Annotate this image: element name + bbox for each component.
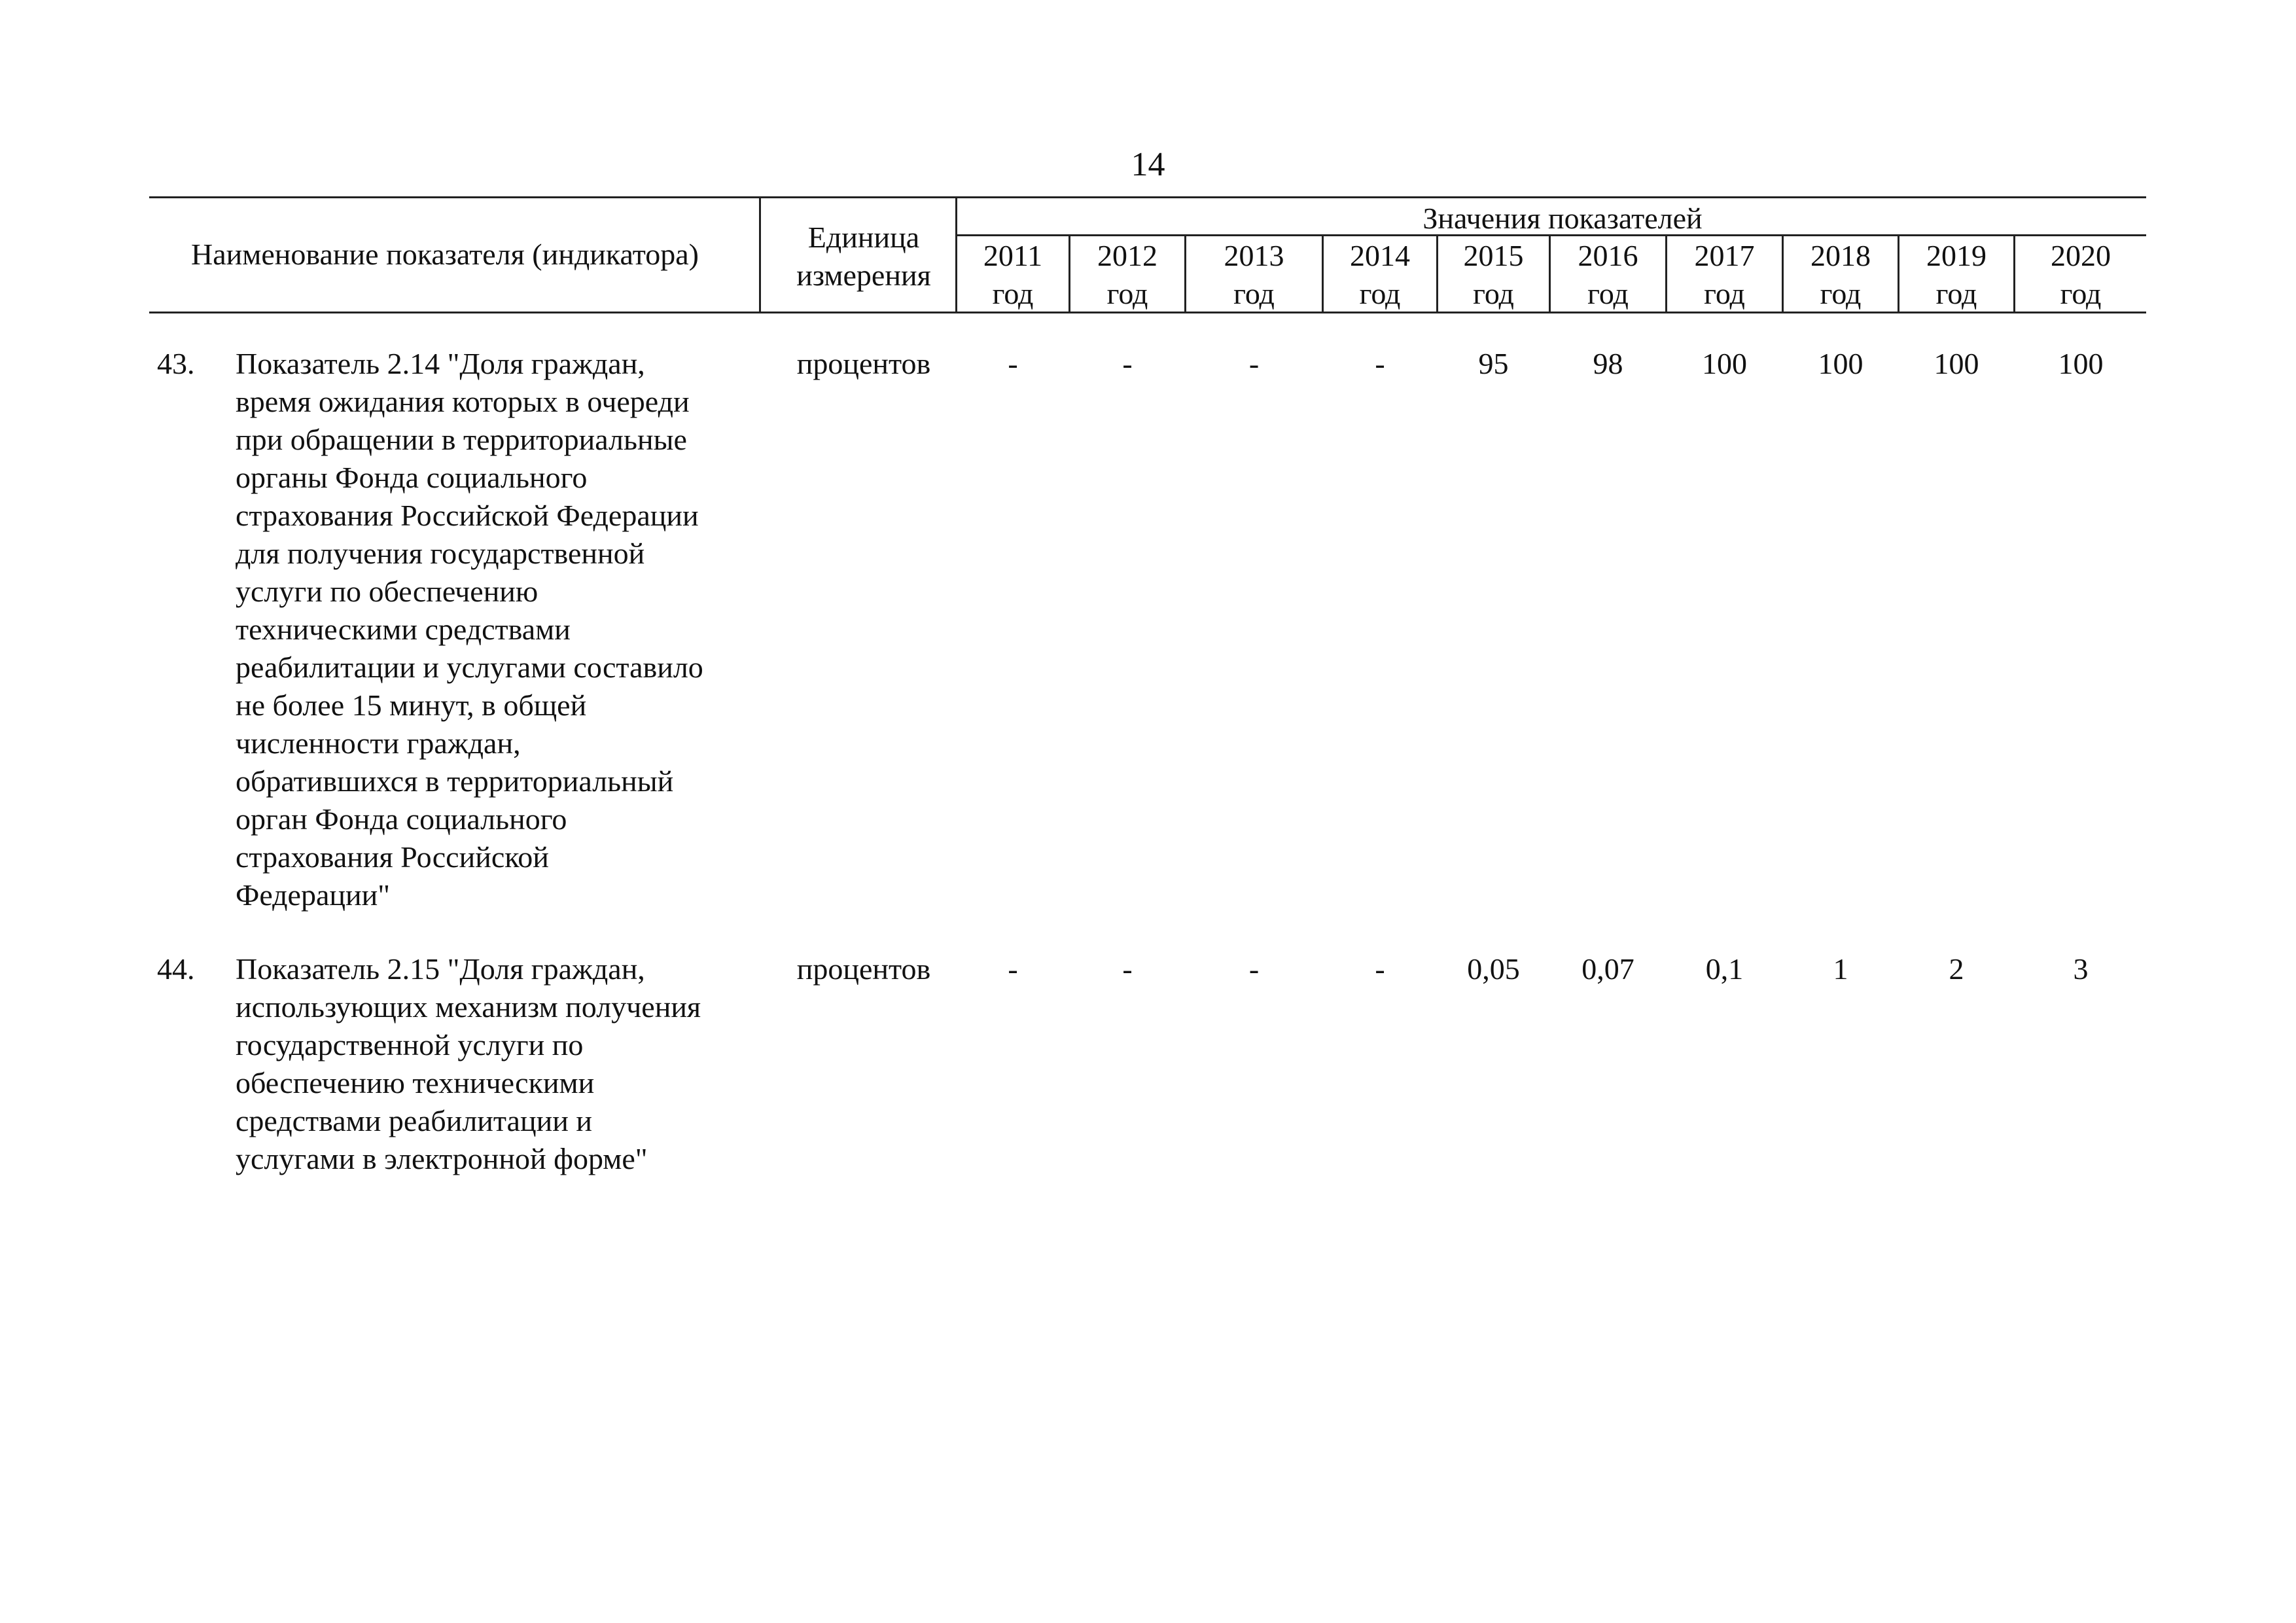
row-value: - bbox=[1122, 347, 1133, 380]
row-number: 43. bbox=[157, 347, 195, 380]
header-unit bbox=[766, 219, 962, 294]
row-value: 1 bbox=[1833, 952, 1848, 986]
header-year-suffix: год bbox=[1935, 277, 1977, 310]
header-year: 2018 bbox=[1810, 239, 1871, 272]
header-unit-line1: Единица bbox=[807, 221, 920, 254]
row-value: 100 bbox=[1702, 347, 1747, 380]
header-year-suffix: год bbox=[1473, 277, 1514, 310]
row-value: 0,05 bbox=[1467, 952, 1520, 986]
header-year: 2019 bbox=[1926, 239, 1987, 272]
table-top-border bbox=[149, 196, 2146, 198]
header-year: 2017 bbox=[1694, 239, 1755, 272]
row-number: 44. bbox=[157, 952, 195, 986]
row-value: 100 bbox=[1934, 347, 1979, 380]
row-value: 0,1 bbox=[1705, 952, 1744, 986]
header-unit-line2: измерения bbox=[796, 259, 931, 292]
header-year: 2020 bbox=[2051, 239, 2111, 272]
header-year-suffix: год bbox=[992, 277, 1034, 310]
row-unit: процентов bbox=[796, 347, 931, 380]
header-year-suffix: год bbox=[1704, 277, 1745, 310]
row-value: - bbox=[1248, 952, 1260, 986]
row-value: 100 bbox=[1818, 347, 1863, 380]
divider-name-unit bbox=[759, 196, 761, 313]
row-value: - bbox=[1008, 952, 1018, 986]
header-year-suffix: год bbox=[2060, 277, 2102, 310]
row-value: - bbox=[1122, 952, 1133, 986]
header-year: 2015 bbox=[1463, 239, 1524, 272]
row-value: - bbox=[1008, 347, 1018, 380]
header-values: Значения показателей bbox=[1422, 202, 1703, 235]
header-year: 2011 bbox=[983, 239, 1043, 272]
row-value: - bbox=[1375, 952, 1385, 986]
row-value: - bbox=[1375, 347, 1385, 380]
row-value: 3 bbox=[2073, 952, 2089, 986]
header-year-suffix: год bbox=[1359, 277, 1401, 310]
header-year: 2016 bbox=[1578, 239, 1638, 272]
header-year-suffix: год bbox=[1106, 277, 1148, 310]
row-value: 0,07 bbox=[1581, 952, 1634, 986]
row-value: 95 bbox=[1478, 347, 1509, 380]
row-value: 98 bbox=[1593, 347, 1623, 380]
header-year: 2013 bbox=[1224, 239, 1284, 272]
row-unit: процентов bbox=[796, 952, 931, 986]
header-indicator-name: Наименование показателя (индикатора) bbox=[191, 238, 699, 271]
row-indicator-name: Показатель 2.14 "Доля граждан, время ожидания которых в очереди при обращении в территориальные органы Фонда социального страхования Российской Федерации для получения государственной услуги по обеспечению техническими средствами реабилитации и услугами составило не более 15 минут, в общей численности граждан, обратившихся в территориальный орган Фонда социального страхования Российской Федерации" bbox=[236, 347, 703, 912]
header-year-suffix: год bbox=[1233, 277, 1275, 310]
row-value: 100 bbox=[2058, 347, 2104, 380]
row-value: - bbox=[1248, 347, 1260, 380]
header-year-suffix: год bbox=[1587, 277, 1629, 310]
header-year-suffix: год bbox=[1820, 277, 1862, 310]
header-year: 2012 bbox=[1097, 239, 1157, 272]
row-value: 2 bbox=[1949, 952, 1964, 986]
page-number: 14 bbox=[1131, 146, 1165, 183]
header-year: 2014 bbox=[1350, 239, 1410, 272]
row-indicator-name: Показатель 2.15 "Доля граждан, использующих механизм получения государственной услуги по обеспечению техническими средствами реабилитации и услугами в электронной форме" bbox=[236, 952, 701, 1175]
